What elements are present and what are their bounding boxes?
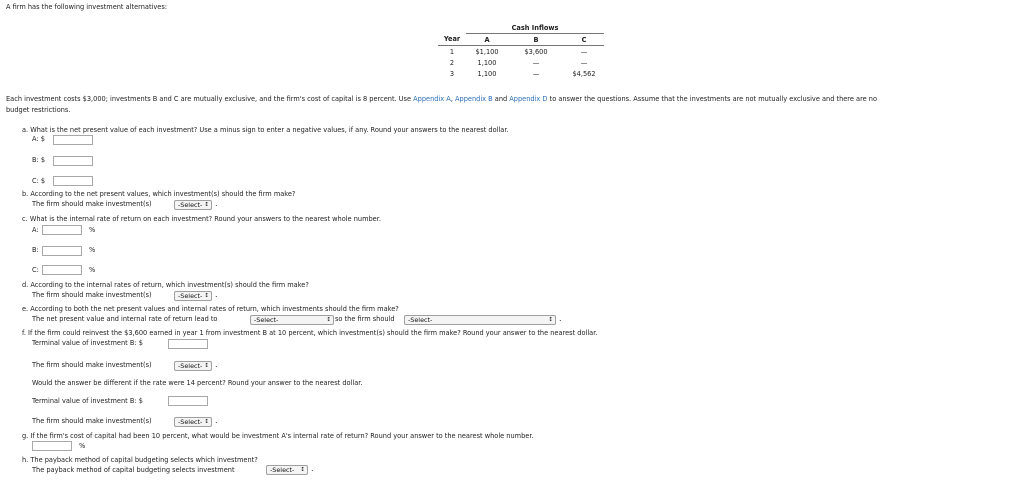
irr-b-input[interactable] [42, 246, 82, 256]
chevron-updown-icon: ↕ [326, 317, 331, 323]
period: . [215, 416, 218, 425]
chevron-updown-icon: ↕ [204, 293, 209, 299]
description-line1: Each investment costs $3,000; investments B and C are mutually exclusive, and the firm's cost of capital is 8 percent. Use Appendix A, Appendix B and Appendix D to answer the questions. Assume that the investments are not mutually exclusive and there are no [6, 95, 877, 103]
period: . [311, 464, 314, 473]
question-h: h. The payback method of capital budgeting selects which investment? [22, 456, 258, 464]
select-e2-dropdown[interactable]: -Select- ↕ [404, 315, 556, 325]
col-c-header: C [564, 34, 604, 46]
chevron-updown-icon: ↕ [204, 419, 209, 425]
select-b-dropdown[interactable]: -Select- ↕ [174, 200, 212, 210]
period: . [559, 314, 562, 323]
irr-a-input[interactable] [42, 225, 82, 235]
irr-g-input[interactable] [32, 441, 72, 451]
period: . [215, 360, 218, 369]
select-h-dropdown[interactable]: -Select- ↕ [266, 465, 308, 475]
terminal-value-label-14: Terminal value of investment B: $ [32, 397, 143, 405]
question-g: g. If the firm's cost of capital had been 10 percent, what would be investment A's internal rate of return? Round your answer to the nearest whole number. [22, 432, 534, 440]
appendix-a-link[interactable]: Appendix A [413, 95, 451, 103]
question-b: b. According to the net present values, which investment(s) should the firm make? [22, 190, 296, 198]
cash-inflows-header: Cash Inflows [466, 22, 604, 34]
question-e: e. According to both the net present values and internal rates of return, which investments should the firm make? [22, 305, 399, 313]
select-d-dropdown[interactable]: -Select- ↕ [174, 291, 212, 301]
period: . [215, 290, 218, 299]
npv-c-label: C: $ [32, 177, 46, 185]
table-row: 1 $1,100 $3,600 — [449, 47, 588, 56]
chevron-updown-icon: ↕ [300, 467, 305, 473]
period: . [215, 199, 218, 208]
terminal-value-14-input[interactable] [168, 396, 208, 406]
chevron-updown-icon: ↕ [204, 363, 209, 369]
question-c: c. What is the internal rate of return on each investment? Round your answers to the nearest whole number. [22, 215, 381, 223]
percent-sign: % [89, 246, 96, 254]
description-line2: budget restrictions. [6, 106, 71, 114]
npv-a-label: A: $ [32, 135, 45, 143]
answer-e-middle: so the firm should [335, 315, 395, 323]
npv-a-input[interactable] [53, 135, 93, 145]
select-f2-dropdown[interactable]: -Select- ↕ [174, 417, 212, 427]
percent-sign: % [79, 442, 86, 450]
appendix-b-link[interactable]: Appendix B [455, 95, 493, 103]
question-d: d. According to the internal rates of return, which investment(s) should the firm make? [22, 281, 309, 289]
percent-sign: % [89, 266, 96, 274]
irr-a-label: A: [32, 226, 39, 234]
question-f: f. If the firm could reinvest the $3,600 earned in year 1 from investment B at 10 percent, which investment(s) should the firm make? Round your answer to the nearest dollar. [22, 329, 598, 337]
followup-question: Would the answer be different if the rate were 14 percent? Round your answer to the nearest dollar. [32, 379, 363, 387]
irr-b-label: B: [32, 246, 39, 254]
col-b-header: B [508, 34, 564, 46]
table-row: 2 1,100 — — [449, 58, 588, 67]
appendix-d-link[interactable]: Appendix D [509, 95, 548, 103]
answer-b-prefix: The firm should make investment(s) [32, 200, 152, 208]
percent-sign: % [89, 226, 96, 234]
table-row: 3 1,100 — $4,562 [449, 69, 596, 78]
terminal-value-input[interactable] [168, 339, 208, 349]
select-f-dropdown[interactable]: -Select- ↕ [174, 361, 212, 371]
terminal-value-label: Terminal value of investment B: $ [32, 339, 143, 347]
cash-inflows-table [438, 22, 604, 79]
select-e1-dropdown[interactable]: -Select- ↕ [250, 315, 334, 325]
irr-c-input[interactable] [42, 265, 82, 275]
chevron-updown-icon: ↕ [548, 317, 553, 323]
year-header: Year [438, 34, 466, 46]
answer-d-prefix: The firm should make investment(s) [32, 291, 152, 299]
answer-e-prefix: The net present value and internal rate of return lead to [32, 315, 218, 323]
answer-h-prefix: The payback method of capital budgeting selects investment [32, 466, 235, 474]
npv-b-input[interactable] [53, 156, 93, 166]
intro-text: A firm has the following investment alternatives: [6, 3, 167, 11]
chevron-updown-icon: ↕ [204, 202, 209, 208]
answer-f-prefix: The firm should make investment(s) [32, 361, 152, 369]
col-a-header: A [466, 34, 508, 46]
npv-c-input[interactable] [53, 176, 93, 186]
irr-c-label: C: [32, 266, 39, 274]
question-a: a. What is the net present value of each investment? Use a minus sign to enter a negative values, if any. Round your answers to the nearest dollar. [22, 126, 509, 134]
answer-f2-prefix: The firm should make investment(s) [32, 417, 152, 425]
npv-b-label: B: $ [32, 156, 46, 164]
